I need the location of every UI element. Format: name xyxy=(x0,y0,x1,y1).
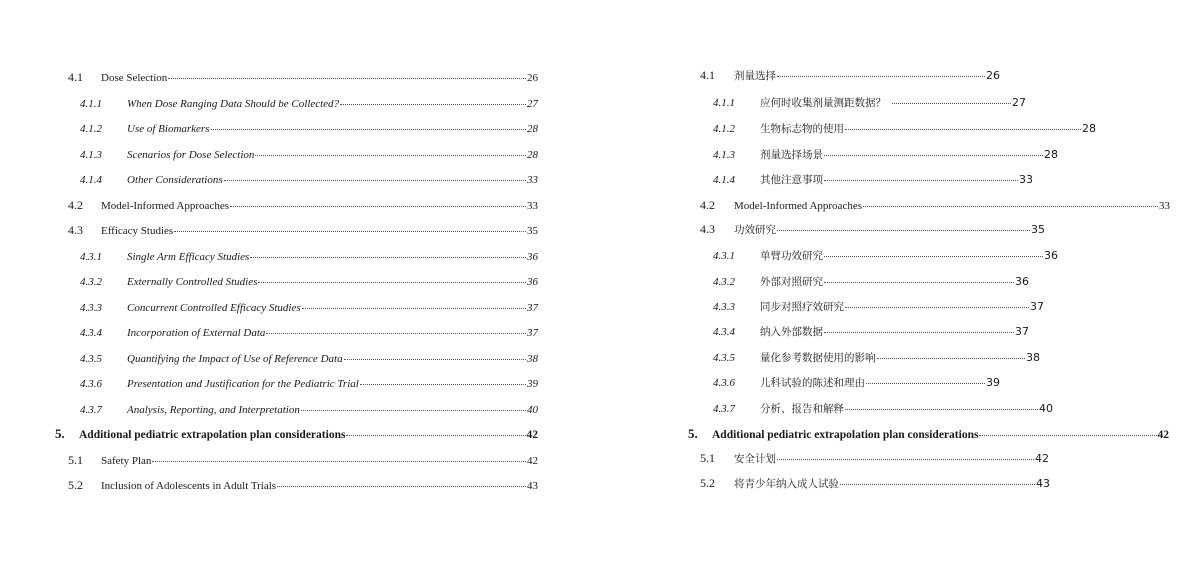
page-number: 35 xyxy=(1031,223,1045,236)
section-number: 4.3.1 xyxy=(80,251,102,263)
section-title: 将青少年纳入成人试验 xyxy=(734,478,839,490)
dot-leader xyxy=(360,374,526,385)
toc-entry-4-3-3[interactable] xyxy=(80,300,538,315)
section-number: 5.2 xyxy=(68,478,83,492)
section-number: 5. xyxy=(688,426,698,441)
page-number: 26 xyxy=(527,72,538,84)
toc-entry-4-3-6[interactable] xyxy=(80,376,538,391)
section-title: 量化参考数据使用的影响 xyxy=(760,352,876,364)
section-title: Use of Biomarkers xyxy=(127,123,210,135)
toc-entry-4-2[interactable] xyxy=(700,198,1170,213)
page-number: 33 xyxy=(1019,173,1033,186)
toc-entry-5[interactable] xyxy=(688,427,1169,442)
page-number: 39 xyxy=(527,378,538,390)
page-number: 33 xyxy=(527,200,538,212)
dot-leader xyxy=(845,119,1081,130)
section-title: Single Arm Efficacy Studies xyxy=(127,251,250,263)
page-number: 38 xyxy=(1026,351,1040,364)
page-number: 28 xyxy=(527,123,538,135)
section-title: 其他注意事项 xyxy=(760,174,823,186)
dot-leader xyxy=(866,373,985,384)
toc-entry-5-1[interactable] xyxy=(700,451,1049,466)
section-number: 5.2 xyxy=(700,476,715,490)
dot-leader xyxy=(840,474,1035,485)
toc-entry-4-1[interactable] xyxy=(700,68,1000,83)
page-number: 28 xyxy=(527,149,538,161)
toc-entry-4-1-4[interactable] xyxy=(80,172,538,187)
section-number: 4.3.4 xyxy=(713,326,735,338)
section-number: 4.3.2 xyxy=(80,276,102,288)
section-number: 4.3.5 xyxy=(713,352,735,364)
section-title: 剂量选择场景 xyxy=(760,149,823,161)
section-title: Model-Informed Approaches xyxy=(734,200,862,212)
section-title: 生物标志物的使用 xyxy=(760,123,844,135)
section-number: 4.3 xyxy=(68,223,83,237)
section-number: 4.2 xyxy=(68,198,83,212)
section-number: 4.1 xyxy=(700,68,715,82)
section-number: 4.3.6 xyxy=(713,377,735,389)
dot-leader xyxy=(877,348,1026,359)
section-title: Concurrent Controlled Efficacy Studies xyxy=(127,302,301,314)
page-number: 43 xyxy=(527,480,538,492)
toc-entry-4-3-3[interactable] xyxy=(713,299,1044,314)
page-number: 39 xyxy=(986,376,1000,389)
section-number: 4.3.2 xyxy=(713,276,735,288)
toc-entry-4-3-1[interactable] xyxy=(713,248,1058,263)
toc-page-english xyxy=(0,0,597,561)
toc-entry-4-3-2[interactable] xyxy=(80,274,538,289)
toc-entry-4-3-7[interactable] xyxy=(80,402,538,417)
page-number: 33 xyxy=(1159,200,1170,212)
toc-entry-5-2[interactable] xyxy=(700,476,1050,491)
section-title: Efficacy Studies xyxy=(101,225,174,237)
section-number: 4.1.4 xyxy=(713,174,735,186)
section-title: Externally Controlled Studies xyxy=(127,276,258,288)
page-number: 27 xyxy=(1012,96,1026,109)
dot-leader xyxy=(250,247,526,258)
toc-entry-5-1[interactable] xyxy=(68,453,538,468)
section-number: 4.1.1 xyxy=(713,97,735,109)
section-number: 4.3.4 xyxy=(80,327,102,339)
page-number: 43 xyxy=(1036,477,1050,490)
page-number: 28 xyxy=(1044,148,1058,161)
dot-leader xyxy=(824,145,1043,156)
section-title: 安全计划 xyxy=(734,453,776,465)
dot-leader xyxy=(824,272,1014,283)
toc-entry-4-1-3[interactable] xyxy=(713,147,1058,162)
section-title: Additional pediatric extrapolation plan considerations xyxy=(79,429,346,441)
section-title: Model-Informed Approaches xyxy=(101,200,229,212)
section-number: 4.1.3 xyxy=(80,149,102,161)
section-title: 单臂功效研究 xyxy=(760,250,823,262)
dot-leader xyxy=(340,94,526,105)
toc-entry-4-3-7[interactable] xyxy=(713,401,1053,416)
toc-entry-4-3-5[interactable] xyxy=(80,351,538,366)
toc-entry-4-3-4[interactable] xyxy=(80,325,538,340)
page-number: 42 xyxy=(1157,429,1169,441)
page-number: 36 xyxy=(527,276,538,288)
toc-entry-4-3[interactable] xyxy=(700,222,1045,237)
dot-leader xyxy=(230,196,526,207)
page-number: 42 xyxy=(526,429,538,441)
dot-leader xyxy=(152,451,526,462)
toc-entry-5[interactable] xyxy=(55,427,538,442)
section-title: Additional pediatric extrapolation plan considerations xyxy=(712,429,979,441)
toc-entry-4-1-4[interactable] xyxy=(713,172,1033,187)
page-number: 28 xyxy=(1082,122,1096,135)
section-title: Analysis, Reporting, and Interpretation xyxy=(127,404,300,416)
section-number: 4.3.7 xyxy=(80,404,102,416)
toc-entry-4-1-1[interactable] xyxy=(713,95,1026,110)
section-title: 外部对照研究 xyxy=(760,276,823,288)
section-number: 4.3.7 xyxy=(713,403,735,415)
dot-leader xyxy=(301,400,526,411)
section-number: 4.1.2 xyxy=(80,123,102,135)
page-number: 35 xyxy=(527,225,538,237)
section-number: 4.2 xyxy=(700,198,715,212)
dot-leader xyxy=(892,93,1011,104)
section-title: 纳入外部数据 xyxy=(760,326,823,338)
toc-entry-4-1[interactable] xyxy=(68,70,538,85)
section-title: Scenarios for Dose Selection xyxy=(127,149,255,161)
dot-leader xyxy=(277,476,526,487)
page-number: 42 xyxy=(527,455,538,467)
section-number: 4.3.1 xyxy=(713,250,735,262)
dot-leader xyxy=(863,196,1158,207)
dot-leader xyxy=(258,272,526,283)
dot-leader xyxy=(979,425,1156,436)
section-title: 应何时收集剂量测距数据？ xyxy=(760,97,886,109)
dot-leader xyxy=(777,66,985,77)
section-number: 4.3.3 xyxy=(713,301,735,313)
page-number: 26 xyxy=(986,69,1000,82)
dot-leader xyxy=(211,119,527,130)
page-number: 37 xyxy=(527,327,538,339)
section-number: 4.1.1 xyxy=(80,98,102,110)
dot-leader xyxy=(824,246,1043,257)
dot-leader xyxy=(777,220,1030,231)
page-number: 36 xyxy=(1044,249,1058,262)
section-title: Other Considerations xyxy=(127,174,223,186)
section-title: Safety Plan xyxy=(101,455,152,467)
section-title: Incorporation of External Data xyxy=(127,327,266,339)
page-number: 38 xyxy=(527,353,538,365)
page-number: 27 xyxy=(527,98,538,110)
toc-page-chinese xyxy=(597,0,1195,561)
page-number: 40 xyxy=(527,404,538,416)
toc-entry-4-3-5[interactable] xyxy=(713,350,1040,365)
dot-leader xyxy=(224,170,526,181)
dot-leader xyxy=(344,349,526,360)
toc-entry-4-1-1[interactable] xyxy=(80,96,538,111)
page-number: 36 xyxy=(1015,275,1029,288)
dot-leader xyxy=(777,449,1034,460)
section-title: 功效研究 xyxy=(734,224,776,236)
section-title: Presentation and Justification for the Pediatric Trial xyxy=(127,378,359,390)
toc-entry-4-3-1[interactable] xyxy=(80,249,538,264)
section-number: 4.1.4 xyxy=(80,174,102,186)
page-number: 40 xyxy=(1039,402,1053,415)
section-title: 分析、报告和解释 xyxy=(760,403,844,415)
section-number: 4.1 xyxy=(68,70,83,84)
section-title: 剂量选择 xyxy=(734,70,776,82)
toc-entry-4-1-2[interactable] xyxy=(80,121,538,136)
toc-entry-4-3-2[interactable] xyxy=(713,274,1029,289)
toc-entry-4-3[interactable] xyxy=(68,223,538,238)
page-number: 37 xyxy=(1015,325,1029,338)
section-number: 4.3.5 xyxy=(80,353,102,365)
page-number: 37 xyxy=(527,302,538,314)
page-number: 42 xyxy=(1035,452,1049,465)
section-title: 同步对照疗效研究 xyxy=(760,301,844,313)
section-number: 4.3.6 xyxy=(80,378,102,390)
toc-entry-4-1-3[interactable] xyxy=(80,147,538,162)
section-title: Dose Selection xyxy=(101,72,168,84)
section-title: Quantifying the Impact of Use of Reference Data xyxy=(127,353,343,365)
dot-leader xyxy=(302,298,526,309)
dot-leader xyxy=(845,399,1038,410)
dot-leader xyxy=(255,145,526,156)
toc-entry-4-2[interactable] xyxy=(68,198,538,213)
section-number: 5. xyxy=(55,426,65,441)
section-title: When Dose Ranging Data Should be Collected? xyxy=(127,98,340,110)
section-number: 4.1.3 xyxy=(713,149,735,161)
section-number: 4.1.2 xyxy=(713,123,735,135)
dot-leader xyxy=(845,297,1029,308)
dot-leader xyxy=(824,170,1018,181)
toc-entry-4-3-4[interactable] xyxy=(713,324,1029,339)
page-number: 36 xyxy=(527,251,538,263)
section-number: 5.1 xyxy=(68,453,83,467)
page-number: 33 xyxy=(527,174,538,186)
dot-leader xyxy=(174,221,526,232)
toc-entry-4-1-2[interactable] xyxy=(713,121,1096,136)
dot-leader xyxy=(266,323,526,334)
dot-leader xyxy=(168,68,526,79)
section-number: 4.3 xyxy=(700,222,715,236)
section-number: 5.1 xyxy=(700,451,715,465)
toc-entry-4-3-6[interactable] xyxy=(713,375,1000,390)
dot-leader xyxy=(346,425,525,436)
section-title: 儿科试验的陈述和理由 xyxy=(760,377,865,389)
section-number: 4.3.3 xyxy=(80,302,102,314)
toc-entry-5-2[interactable] xyxy=(68,478,538,493)
dot-leader xyxy=(824,322,1014,333)
page-number: 37 xyxy=(1030,300,1044,313)
section-title: Inclusion of Adolescents in Adult Trials xyxy=(101,480,277,492)
